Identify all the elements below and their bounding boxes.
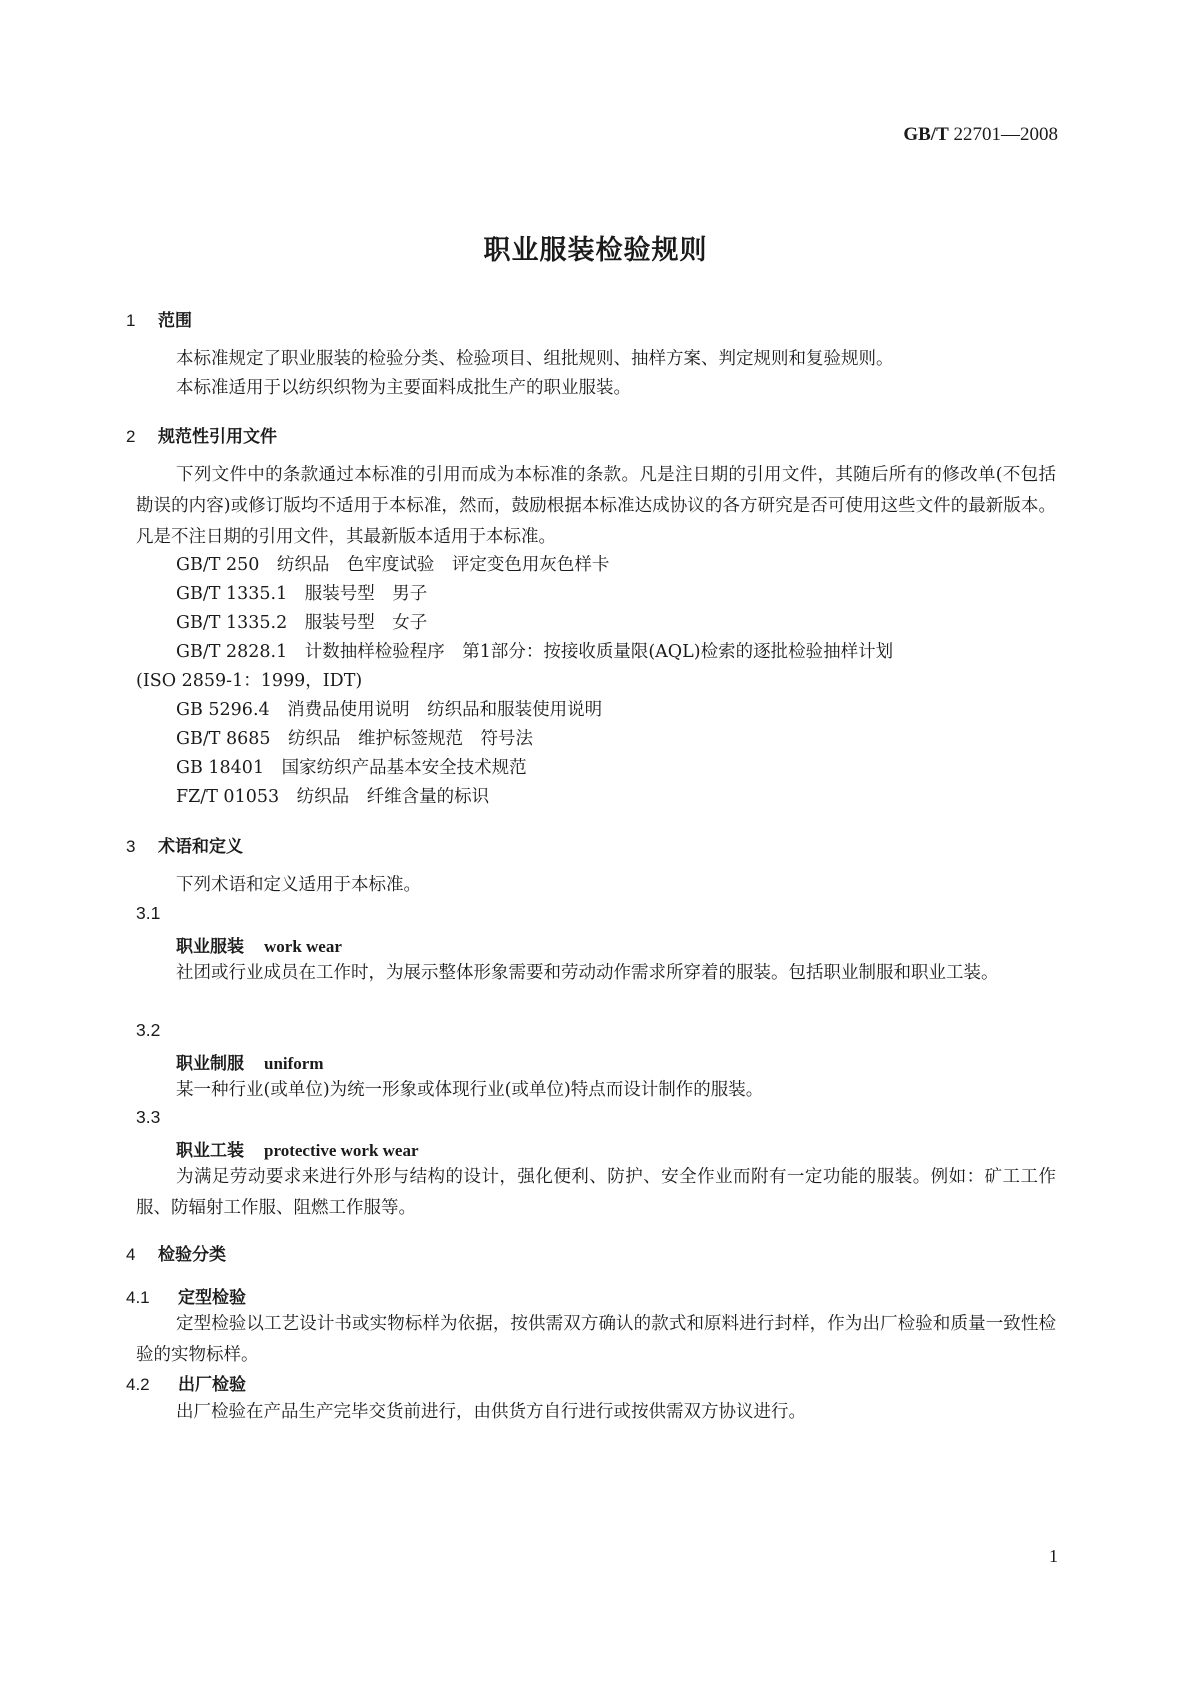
section-1-para-1: 本标准规定了职业服装的检验分类、检验项目、组批规则、抽样方案、判定规则和复验规则。 — [176, 349, 894, 369]
term-number: 3.2 — [136, 1020, 161, 1040]
reference-item: (ISO 2859-1：1999，IDT) — [136, 671, 363, 691]
section-4-heading: 4 检验分类 — [126, 1245, 226, 1265]
reference-item: GB/T 8685 纺织品 维护标签规范 符号法 — [176, 729, 534, 749]
term-number: 3.1 — [136, 903, 161, 923]
term-title: 职业服装 work wear — [176, 937, 342, 957]
reference-item: GB/T 1335.1 服装号型 男子 — [176, 584, 428, 604]
document-title: 职业服装检验规则 — [483, 235, 708, 266]
section-2-para-1: 下列文件中的条款通过本标准的引用而成为本标准的条款。凡是注日期的引用文件，其随后所有的修改单(不包括勘误的内容)或修订版均不适用于本标准，然而，鼓励根据本标准达成协议的各方研究是否可使用这些文件的最新版本。凡是不注日期的引用文件，其最新版本适用于本标准。 — [136, 465, 1056, 547]
subsection-4-2-heading: 4.2 出厂检验 — [126, 1375, 246, 1395]
term-definition: 为满足劳动要求来进行外形与结构的设计，强化便利、防护、安全作业而附有一定功能的服装。例如：矿工工作服、防辐射工作服、阻燃工作服等。 — [136, 1167, 1056, 1218]
term-definition: 社团或行业成员在工作时，为展示整体形象需要和劳动动作需求所穿着的服装。包括职业制服和职业工装。 — [176, 963, 999, 983]
standard-code: GB/T 22701—2008 — [903, 124, 1058, 145]
section-3-heading: 3 术语和定义 — [126, 837, 243, 857]
section-1-heading: 1 范围 — [126, 311, 192, 331]
reference-item: GB/T 2828.1 计数抽样检验程序 第1部分：按接收质量限(AQL)检索的逐批检验抽样计划 — [176, 642, 894, 662]
term-title: 职业工装 protective work wear — [176, 1141, 419, 1161]
subsection-4-1-heading: 4.1 定型检验 — [126, 1288, 246, 1308]
term-title: 职业制服 uniform — [176, 1054, 324, 1074]
section-3-intro: 下列术语和定义适用于本标准。 — [176, 875, 421, 895]
term-number: 3.3 — [136, 1107, 161, 1127]
section-1-para-2: 本标准适用于以纺织织物为主要面料成批生产的职业服装。 — [176, 378, 631, 398]
subsection-4-2-text: 出厂检验在产品生产完毕交货前进行，由供货方自行进行或按供需双方协议进行。 — [176, 1402, 806, 1422]
reference-item: GB 18401 国家纺织产品基本安全技术规范 — [176, 758, 527, 778]
reference-item: GB/T 1335.2 服装号型 女子 — [176, 613, 428, 633]
reference-item: FZ/T 01053 纺织品 纤维含量的标识 — [176, 787, 490, 807]
page-number: 1 — [1049, 1546, 1058, 1566]
section-2-heading: 2 规范性引用文件 — [126, 427, 277, 447]
reference-item: GB 5296.4 消费品使用说明 纺织品和服装使用说明 — [176, 700, 603, 720]
subsection-4-1-text: 定型检验以工艺设计书或实物标样为依据，按供需双方确认的款式和原料进行封样，作为出厂检验和质量一致性检验的实物标样。 — [136, 1314, 1056, 1365]
term-definition: 某一种行业(或单位)为统一形象或体现行业(或单位)特点而设计制作的服装。 — [176, 1080, 764, 1100]
reference-item: GB/T 250 纺织品 色牢度试验 评定变色用灰色样卡 — [176, 555, 610, 575]
